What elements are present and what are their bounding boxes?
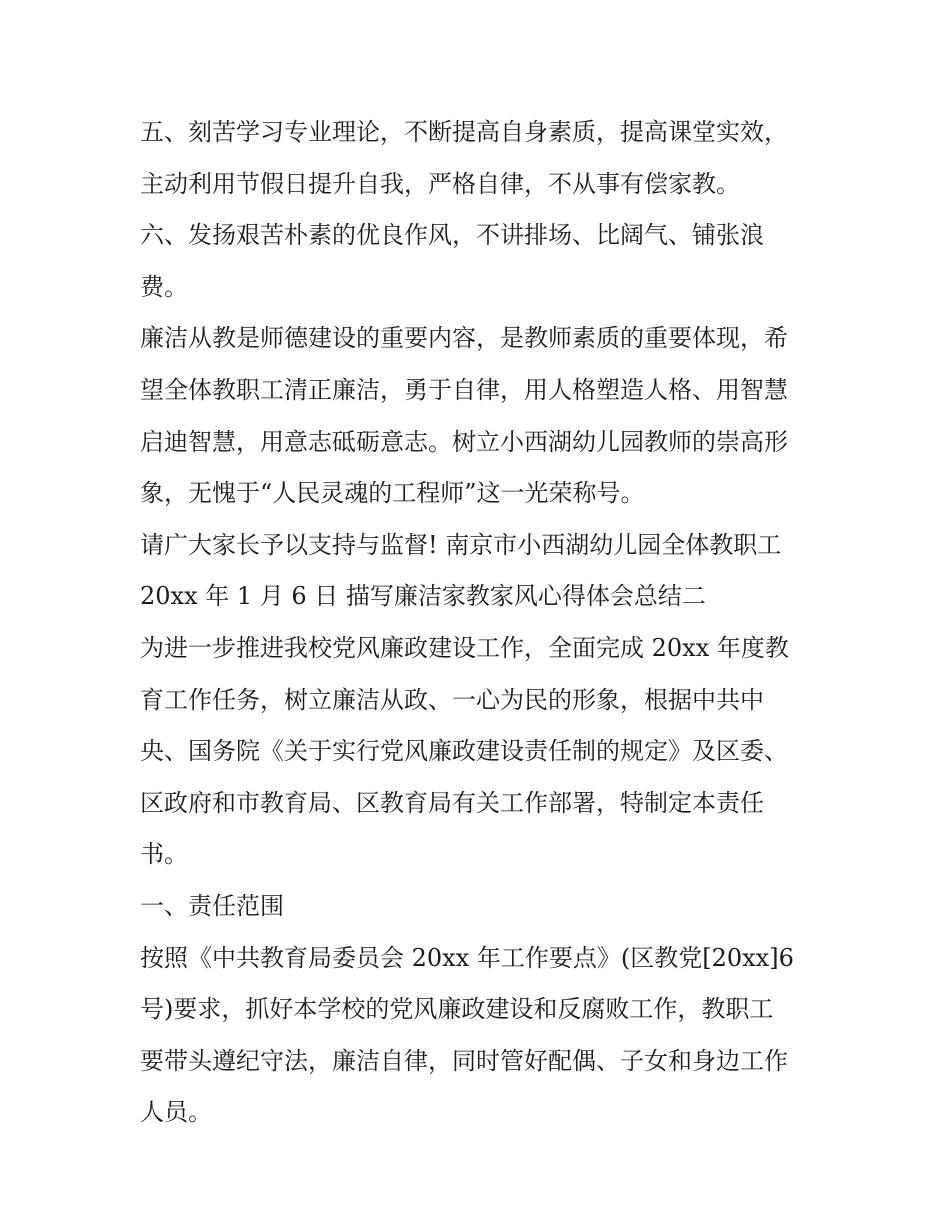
text-line: 廉洁从教是师德建设的重要内容，是教师素质的重要体现，希: [140, 324, 788, 353]
text-line: 请广大家长予以支持与监督! 南京市小西湖幼儿园全体教职工: [140, 530, 782, 559]
text-line: 书。: [140, 840, 188, 869]
text-line: 人员。: [140, 1098, 212, 1127]
text-line: 20xx 年 1 月 6 日 描写廉洁家教家风心得体会总结二: [140, 582, 706, 611]
document-body: [140, 107, 820, 1139]
text-line: 号)要求，抓好本学校的党风廉政建设和反腐败工作，教职工: [140, 995, 774, 1024]
text-line: 央、国务院《关于实行党风廉政建设责任制的规定》及区委、: [140, 737, 788, 766]
text-line: 为进一步推进我校党风廉政建设工作，全面完成 20xx 年度教: [140, 633, 789, 662]
text-line: 费。: [140, 272, 188, 301]
text-line: 六、发扬艰苦朴素的优良作风，不讲排场、比阔气、铺张浪: [140, 221, 764, 250]
text-line: 望全体教职工清正廉洁，勇于自律，用人格塑造人格、用智慧: [140, 375, 788, 404]
text-line: 育工作任务，树立廉洁从政、一心为民的形象，根据中共中: [140, 685, 764, 714]
section-heading: 一、责任范围: [140, 891, 284, 920]
text-line: 启迪智慧，用意志砥砺意志。树立小西湖幼儿园教师的崇高形: [140, 427, 788, 456]
text-line: 要带头遵纪守法，廉洁自律，同时管好配偶、子女和身边工作: [140, 1046, 788, 1075]
text-line: 五、刻苦学习专业理论，不断提高自身素质，提高课堂实效，: [140, 118, 788, 146]
text-line: 按照《中共教育局委员会 20xx 年工作要点》(区教党[20xx]6: [140, 943, 794, 972]
text-line: 区政府和市教育局、区教育局有关工作部署，特制定本责任: [140, 788, 764, 817]
text-line: 象，无愧于“人民灵魂的工程师”这一光荣称号。: [140, 479, 645, 508]
text-line: 主动利用节假日提升自我，严格自律，不从事有偿家教。: [140, 169, 740, 198]
